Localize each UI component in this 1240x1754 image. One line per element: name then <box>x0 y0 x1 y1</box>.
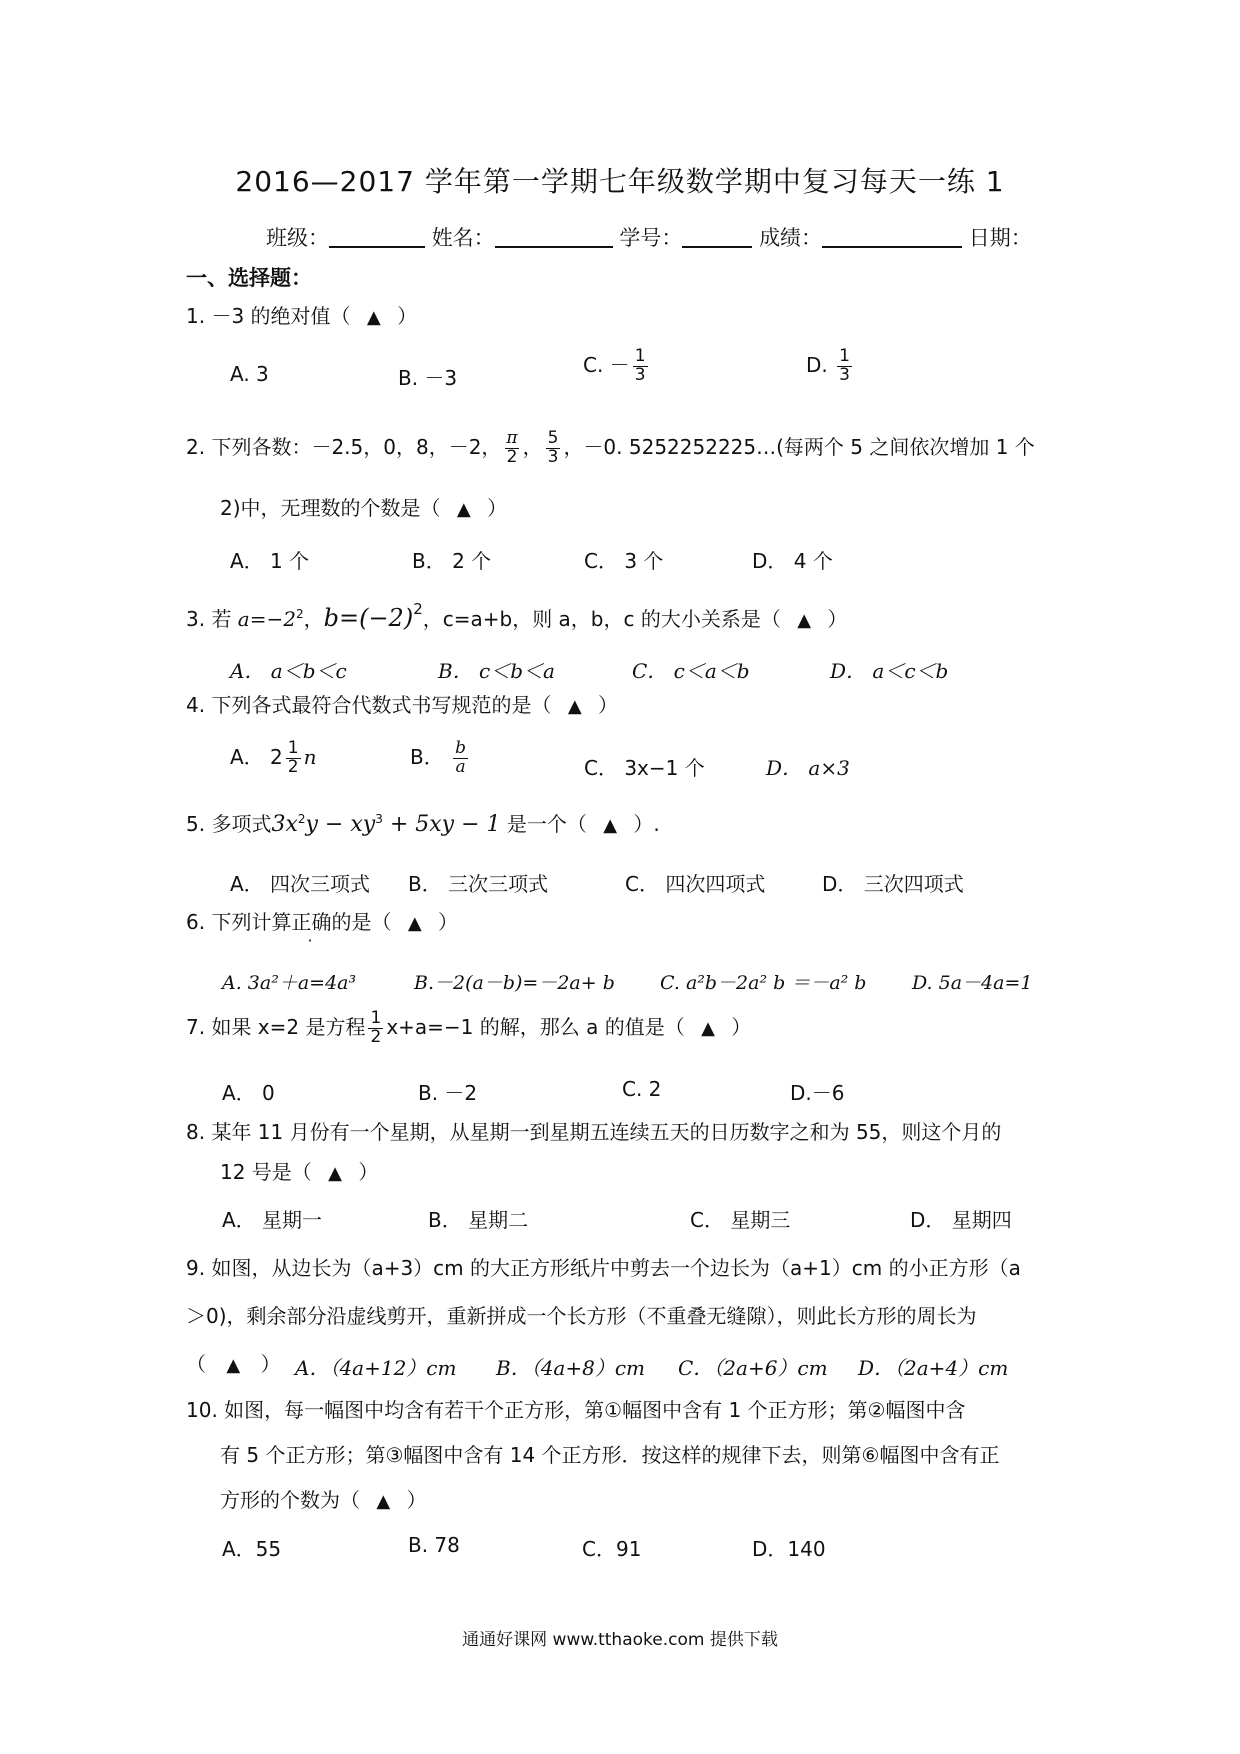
q10-option-d: D．140 <box>752 1537 826 1561</box>
polynomial-term: + 5xy − 1 <box>382 812 501 837</box>
question-5 <box>186 812 660 838</box>
question-2 <box>186 430 1035 467</box>
exponent: 2 <box>297 812 306 826</box>
question-2-line-2 <box>220 496 507 521</box>
fraction <box>368 1010 383 1047</box>
denominator: a <box>455 756 466 777</box>
option-prefix: A． 2 <box>230 744 283 769</box>
q1-option-c <box>583 348 651 385</box>
question-8: 8. 某年 11 月份有一个星期，从星期一到星期五连续五天的日历数字之和为 55，则这个月的 <box>186 1120 1002 1144</box>
class-blank[interactable] <box>329 226 425 248</box>
q9-option-d: D．（2a+4）cm <box>858 1356 1009 1380</box>
fraction-5-3 <box>546 430 561 467</box>
q2-option-c: C． 3 个 <box>584 549 664 573</box>
q5-option-c: C． 四次四项式 <box>625 872 766 896</box>
question-10-line-2: 有 5 个正方形；第③幅图中含有 14 个正方形．按这样的规律下去，则第⑥幅图中含有正 <box>220 1443 1000 1467</box>
question-5-text: 是一个（ <box>500 812 587 836</box>
q5-option-b: B． 三次三项式 <box>408 872 549 896</box>
emphasis-word: 正确 <box>291 910 332 934</box>
section-heading: 一、选择题： <box>186 266 312 290</box>
q7-option-d: D.－6 <box>790 1081 845 1105</box>
q3-option-d: D． a＜c＜b <box>830 659 949 683</box>
question-8-text-line2: 12 号是（ <box>220 1160 312 1184</box>
name-blank[interactable] <box>495 226 613 248</box>
polynomial-term: y − xy <box>305 812 376 837</box>
answer-marker: ▲ <box>366 307 381 328</box>
answer-marker: ▲ <box>226 1355 241 1376</box>
fraction <box>453 740 468 777</box>
q7-option-a: A． 0 <box>222 1081 275 1105</box>
denominator: 2 <box>370 1026 382 1047</box>
separator: ， <box>522 434 543 459</box>
question-2-text: 2. 下列各数：－2.5，0，8，－2， <box>186 434 502 459</box>
question-3-text: ，c=a+b，则 a，b，c 的大小关系是（ <box>422 607 781 631</box>
question-2-text-tail: ，－0. 5252252225…(每两个 5 之间依次增加 1 个 <box>563 434 1035 459</box>
numerator: 1 <box>370 1008 382 1028</box>
q6-option-a: A. 3a²＋a=4a³ <box>222 972 357 994</box>
denominator: 2 <box>287 756 299 777</box>
q4-option-b <box>410 740 471 777</box>
student-info-line <box>266 222 1032 252</box>
answer-marker: ▲ <box>567 696 582 717</box>
question-6-text: 的是（ <box>331 910 392 934</box>
exponent: 2 <box>295 607 304 621</box>
q10-option-a: A．55 <box>222 1537 282 1561</box>
question-10-line-3 <box>220 1488 427 1513</box>
q10-option-c: C．91 <box>582 1537 642 1561</box>
q3-option-c: C． c＜a＜b <box>632 659 750 683</box>
q10-option-b: B. 78 <box>408 1533 460 1557</box>
option-prefix: C. － <box>583 352 630 377</box>
exponent: 2 <box>413 600 423 618</box>
footer-credit: 通通好课网 www.tthaoke.com 提供下载 <box>462 1630 778 1650</box>
q7-option-b: B. －2 <box>418 1081 478 1105</box>
answer-marker: ▲ <box>797 610 812 631</box>
option-prefix: B． <box>410 744 451 769</box>
question-5-prefix: 5. 多项式 <box>186 812 272 836</box>
numerator: π <box>506 428 518 448</box>
expr-a: a=−2 <box>237 607 296 631</box>
question-1 <box>186 304 417 329</box>
paren-close: ） <box>397 304 418 328</box>
question-1-text: 1. －3 的绝对值（ <box>186 304 351 328</box>
score-blank[interactable] <box>822 226 962 248</box>
q2-option-b: B． 2 个 <box>412 549 492 573</box>
q7-option-c: C. 2 <box>622 1077 662 1101</box>
q9-option-b: B．（4a+8）cm <box>496 1356 645 1380</box>
q1-option-d <box>806 348 855 385</box>
q1-option-a: A. 3 <box>230 362 269 386</box>
q8-option-c: C． 星期三 <box>690 1208 791 1232</box>
paren-close: ） <box>487 496 508 520</box>
question-6-prefix: 6. 下列计算 <box>186 910 292 934</box>
variable: n <box>303 744 317 769</box>
question-4-text: 4. 下列各式最符合代数式书写规范的是（ <box>186 693 552 717</box>
q5-option-d: D． 三次四项式 <box>822 872 964 896</box>
paren-close: ） <box>406 1488 427 1512</box>
paren-close: ） <box>598 693 619 717</box>
fraction <box>286 740 301 777</box>
q6-option-b: B.－2(a－b)=－2a+ b <box>414 972 615 994</box>
denominator: 3 <box>547 446 559 467</box>
question-3 <box>186 600 847 633</box>
q5-option-a: A． 四次三项式 <box>230 872 371 896</box>
question-3-prefix: 3. 若 <box>186 607 238 631</box>
paren-close: ） <box>731 1014 752 1039</box>
q1-option-b: B. －3 <box>398 366 458 390</box>
numerator: b <box>455 738 466 758</box>
question-9-line-2: ＞0)，剩余部分沿虚线剪开，重新拼成一个长方形（不重叠无缝隙），则此长方形的周长为 <box>186 1304 977 1328</box>
question-9-line-3 <box>186 1352 281 1377</box>
answer-marker: ▲ <box>407 913 422 934</box>
paren-open: （ <box>186 1352 206 1376</box>
paren-close: ） <box>438 910 459 934</box>
denominator: 3 <box>634 364 646 385</box>
answer-marker: ▲ <box>328 1163 343 1184</box>
id-label: 学号： <box>619 226 683 250</box>
expr-b: b=(−2) <box>323 604 414 632</box>
paren-close: ） <box>260 1352 281 1376</box>
numerator: 1 <box>634 346 646 366</box>
date-label: 日期： <box>968 226 1032 250</box>
question-10: 10. 如图，每一幅图中均含有若干个正方形，第①幅图中含有 1 个正方形；第②幅图中含 <box>186 1398 966 1422</box>
q2-option-a: A． 1 个 <box>230 549 310 573</box>
fraction <box>633 348 648 385</box>
question-9: 9. 如图，从边长为（a+3）cm 的大正方形纸片中剪去一个边长为（a+1）cm 的小正方形（a <box>186 1256 1021 1280</box>
q4-option-a <box>230 740 316 777</box>
answer-marker: ▲ <box>376 1491 391 1512</box>
q4-option-d: D． a×3 <box>766 756 850 780</box>
fraction-pi-2 <box>504 430 519 467</box>
name-label: 姓名： <box>431 226 495 250</box>
question-7-text: x+a=−1 的解，那么 a 的值是（ <box>386 1014 685 1039</box>
answer-marker: ▲ <box>456 499 471 520</box>
question-2-text-line2: 2)中，无理数的个数是（ <box>220 496 441 520</box>
separator: ， <box>303 607 324 631</box>
q9-option-c: C．（2a+6）cm <box>678 1356 828 1380</box>
question-8-line-2 <box>220 1160 378 1185</box>
option-prefix: D. <box>806 352 835 377</box>
question-6 <box>186 910 458 935</box>
page-title: 2016—2017 学年第一学期七年级数学期中复习每天一练 1 <box>235 165 1005 198</box>
denominator: 2 <box>506 446 518 467</box>
q2-option-d: D． 4 个 <box>752 549 833 573</box>
answer-marker: ▲ <box>701 1017 715 1039</box>
denominator: 3 <box>839 364 850 385</box>
exponent: 3 <box>375 812 383 826</box>
q3-option-b: B． c＜b＜a <box>438 659 555 683</box>
paren-close: ）. <box>633 812 660 836</box>
answer-marker: ▲ <box>603 815 618 836</box>
numerator: 1 <box>839 346 850 366</box>
question-10-text-line3: 方形的个数为（ <box>220 1488 360 1512</box>
class-label: 班级： <box>266 226 329 250</box>
question-4 <box>186 693 618 718</box>
q6-option-d: D. 5a－4a=1 <box>912 972 1033 994</box>
fraction <box>837 348 852 385</box>
question-7-prefix: 7. 如果 x=2 是方程 <box>186 1014 366 1039</box>
q8-option-b: B． 星期二 <box>428 1208 529 1232</box>
id-blank[interactable] <box>682 226 752 248</box>
numerator: 5 <box>547 428 559 448</box>
question-7 <box>186 1010 751 1047</box>
q9-option-a: A．（4a+12）cm <box>295 1356 457 1380</box>
numerator: 1 <box>287 738 299 758</box>
polynomial-term: 3x <box>271 812 298 837</box>
paren-close: ） <box>827 607 848 631</box>
q6-option-c: C. a²b－2a² b ＝－a² b <box>660 972 867 994</box>
q4-option-c: C． 3x−1 个 <box>584 756 705 780</box>
paren-close: ） <box>358 1160 379 1184</box>
q8-option-a: A． 星期一 <box>222 1208 323 1232</box>
q8-option-d: D． 星期四 <box>910 1208 1012 1232</box>
score-label: 成绩： <box>759 226 823 250</box>
q3-option-a: A． a＜b＜c <box>230 659 347 683</box>
